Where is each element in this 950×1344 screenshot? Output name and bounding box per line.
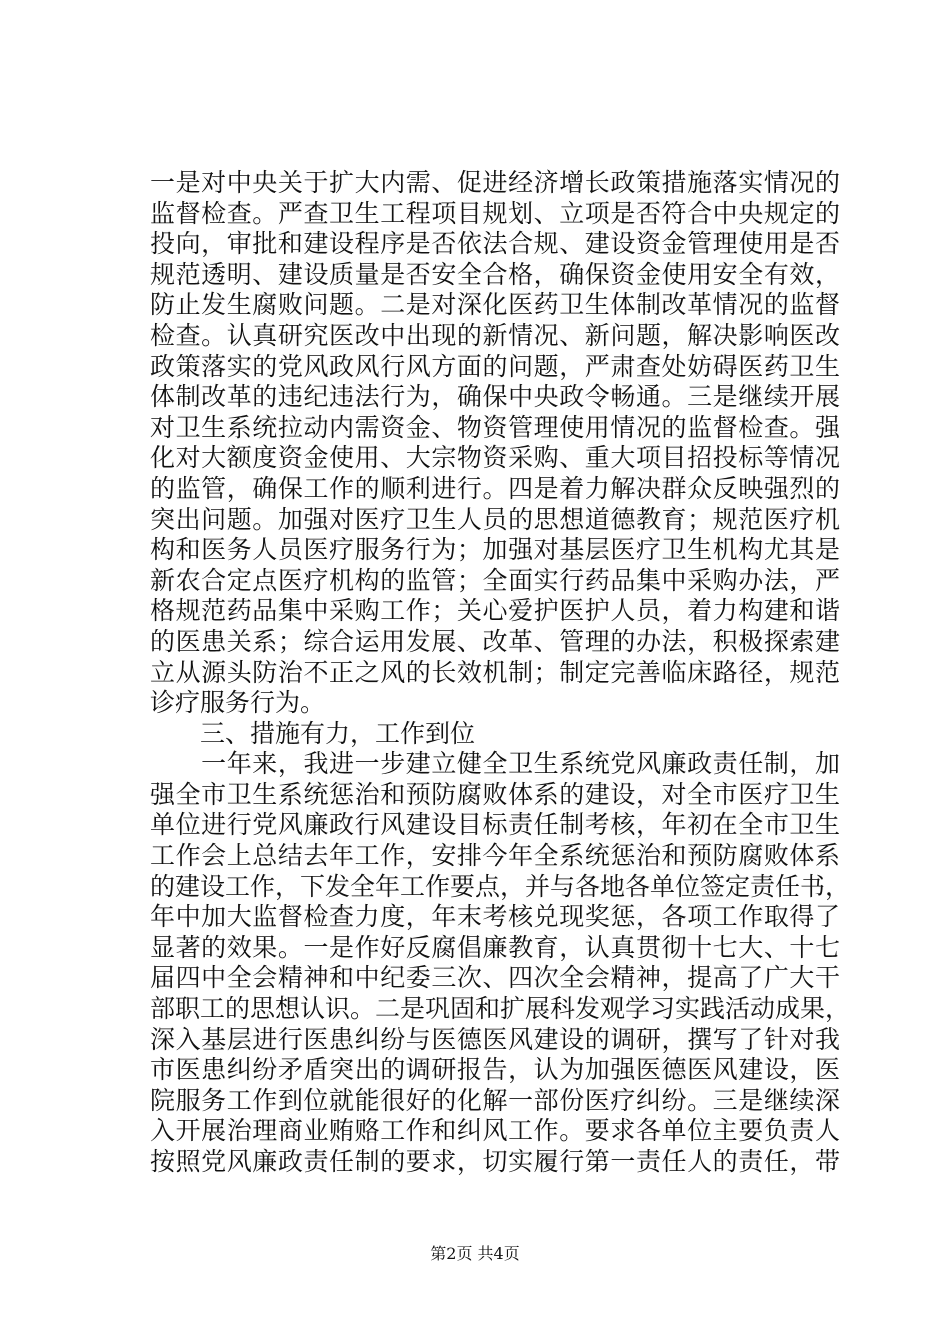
text-line: 格规范药品集中采购工作；关心爱护医护人员，着力构建和谐 [150,596,840,626]
section-heading: 三、措施有力，工作到位 [150,718,476,748]
text-line: 对卫生系统拉动内需资金、物资管理使用情况的监督检查。强 [150,412,840,442]
text-line: 市医患纠纷矛盾突出的调研报告，认为加强医德医风建设，医 [150,1055,840,1085]
text-line: 立从源头防治不正之风的长效机制；制定完善临床路径，规范 [150,657,840,687]
text-line: 深入基层进行医患纠纷与医德医风建设的调研，撰写了针对我 [150,1024,840,1054]
text-line: 化对大额度资金使用、大宗物资采购、重大项目招投标等情况 [150,443,840,473]
text-line: 突出问题。加强对医疗卫生人员的思想道德教育；规范医疗机 [150,504,840,534]
text-line: 一是对中央关于扩大内需、促进经济增长政策措施落实情况的 [150,168,840,197]
text-line: 单位进行党风廉政行风建设目标责任制考核，年初在全市卫生 [150,810,840,840]
text-line: 规范透明、建设质量是否安全合格，确保资金使用安全有效， [150,259,840,289]
text-line: 届四中全会精神和中纪委三次、四次全会精神，提高了广大干 [150,963,840,993]
text-line: 监督检查。严查卫生工程项目规划、立项是否符合中央规定的 [150,198,840,228]
text-line: 的医患关系；综合运用发展、改革、管理的办法，积极探索建 [150,626,840,656]
text-line: 投向，审批和建设程序是否依法合规、建设资金管理使用是否 [150,229,840,259]
text-line: 按照党风廉政责任制的要求，切实履行第一责任人的责任，带 [150,1147,840,1176]
text-line: 院服务工作到位就能很好的化解一部份医疗纠纷。三是继续深 [150,1085,840,1115]
text-line: 政策落实的党风政风行风方面的问题，严肃查处妨碍医药卫生 [150,351,840,381]
text-line: 的监管，确保工作的顺利进行。四是着力解决群众反映强烈的 [150,473,840,503]
text-line: 防止发生腐败问题。二是对深化医药卫生体制改革情况的监督 [150,290,840,320]
page-footer: 第2页 共4页 [430,1244,520,1263]
text-line: 构和医务人员医疗服务行为；加强对基层医疗卫生机构尤其是 [150,535,840,565]
text-line: 诊疗服务行为。 [150,688,326,718]
text-line: 体制改革的违纪违法行为，确保中央政令畅通。三是继续开展 [150,382,840,412]
text-line: 显著的效果。一是作好反腐倡廉教育，认真贯彻十七大、十七 [150,932,840,962]
text-line: 检查。认真研究医改中出现的新情况、新问题，解决影响医改 [150,320,840,350]
text-line: 工作会上总结去年工作，安排今年全系统惩治和预防腐败体系 [150,841,840,871]
document-body [150,168,851,1178]
text-line: 年中加大监督检查力度，年末考核兑现奖惩，各项工作取得了 [150,902,840,932]
text-line: 新农合定点医疗机构的监管；全面实行药品集中采购办法，严 [150,565,840,595]
text-line: 部职工的思想认识。二是巩固和扩展科发观学习实践活动成果， [150,994,851,1024]
text-line: 一年来，我进一步建立健全卫生系统党风廉政责任制，加 [150,749,840,779]
text-line: 强全市卫生系统惩治和预防腐败体系的建设，对全市医疗卫生 [150,779,840,809]
text-line: 的建设工作，下发全年工作要点，并与各地各单位签定责任书， [150,871,851,901]
text-line: 入开展治理商业贿赂工作和纠风工作。要求各单位主要负责人 [150,1116,840,1146]
